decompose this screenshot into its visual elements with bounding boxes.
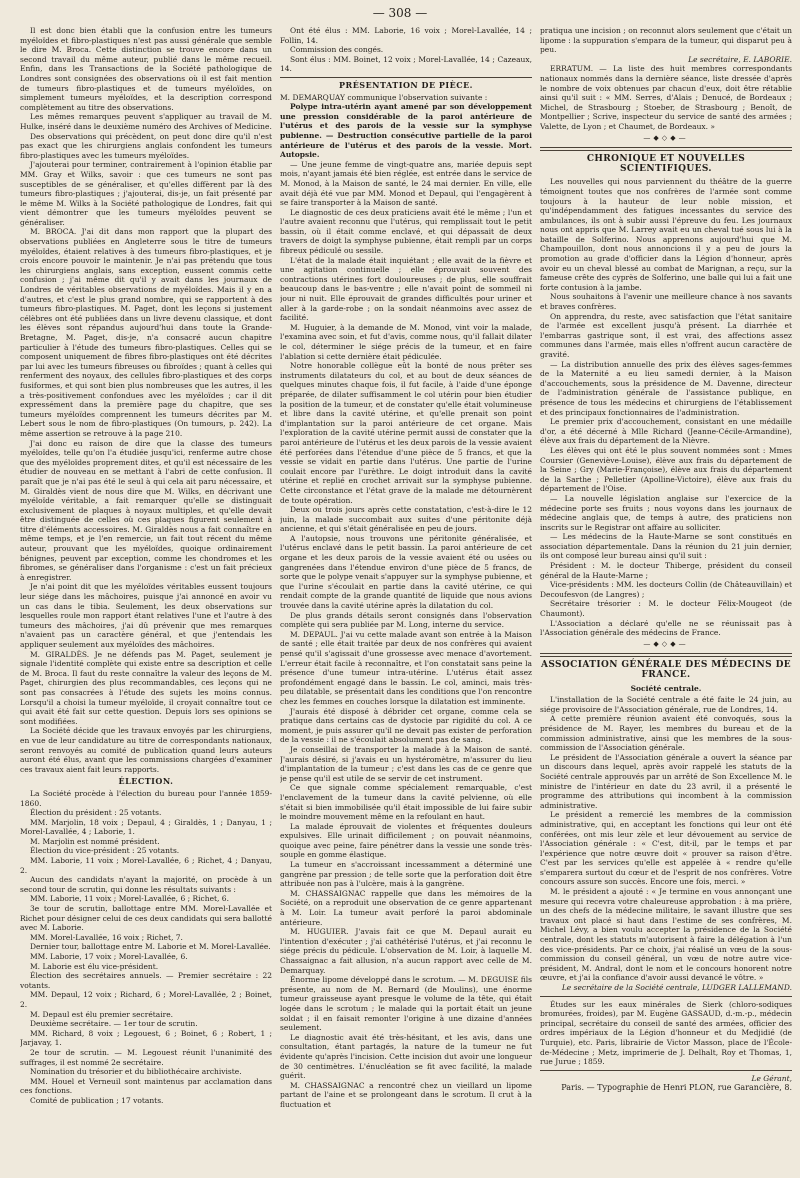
printer-imprint: Paris. — Typographie de Henri PLON, rue Garancière, 8. xyxy=(561,1083,792,1093)
section-rule xyxy=(280,77,532,78)
paragraph: M. GIRALDÈS. Je ne défends pas M. Paget, seulement je signale l'identité complète qui existe entre sa description et celle de M. Broca. Il faut du reste connaître la valeur des leçons de M. Paget, chirurgien des plus recommandables, ces leçons qui ne sont pas consacrées à l'étude des sujets les moins connus. Lorsqu'il a choisi la tumeur myéloïde, il croyait connaître tout ce qui avait été fait sur cette question. Depuis lors ses opinions se sont modifiées. xyxy=(20,649,272,726)
advertisement: Études sur les eaux minérales de Sierk (chloro-sodiques bromurées, froides), par M. Eugène GASSAUD, d.-m.-p., médecin principal, secrétaire du conseil de santé des armées, officier des ordres impériaux de la Légion d'honneur et du Medjidié (de Turquie), etc. Paris, librairie de Victor Masson, place de l'École-de-Médecine ; Metz, imprimerie de J. Delhalt, Roy et Thomas, 1, rue Jurue ; 1859. xyxy=(540,999,792,1067)
paragraph: A l'autopsie, nous trouvons une péritonite généralisée, et l'utérus enclavé dans le petit bassin. La paroi antérieure de cet organe et les deux parois de la vessie avaient été ou usées ou gangrenées dans l'étendue environ d'une pièce de 5 francs, de sorte que le polype venait s'appuyer sur la symphyse pubienne, et que l'urine s'écoulait en partie dans la cavité utérine, ce qui rendait compte de la grande quantité de liquide que nous avions trouvée dans la cavité utérine après la dilatation du col. xyxy=(280,533,532,611)
paragraph: Il est donc bien établi que la confusion entre les tumeurs myéloïdes et fibro-plastiques n'est pas aussi générale que semble le dire M. Broca. Cette distinction se trouve encore dans un second travail du même auteur, publié dans le même recueil. Enfin, dans les Transactions de la Société pathologique de Londres sont consignées des observations où il est fait mention de tumeurs fibro-plastiques et de tumeurs myéloïdes, on simplement tumeurs myéloïdes, et la description correspond complètement au titre des observations. xyxy=(20,26,272,112)
election-line: Élection des secrétaires annuels. — Premier secrétaire : 22 votants. xyxy=(20,971,272,990)
paragraph: M. CHASSAIGNAC a rencontré chez un vieillard un lipome partant de l'aine et se prolongeant dans le scrotum. Il crut à la fluctuation et xyxy=(280,1080,532,1109)
association-subheading: Société centrale. xyxy=(630,683,702,693)
column-middle-paragraphs xyxy=(280,160,532,1110)
piece-title: Polype intra-utérin ayant amené par son développement une pression considérable de la paroi antérieure de l'utérus et des parois de la vessie sur la symphyse pubienne. — Destruction consécutive partielle de la paroi antérieure de l'utérus et des parois de la vessie. Mort. Autopsie. xyxy=(280,102,532,160)
ornament-divider: —◆◇◆— xyxy=(643,133,689,142)
association-signature: Le secrétaire de la Société centrale, LUDGER LALLEMAND. xyxy=(561,983,792,992)
double-rule xyxy=(540,653,792,657)
paragraph: Énorme lipome développé dans le scrotum. — M. DEGUISE fils présente, au nom de M. Bernard (de Moulins), une énorme tumeur graisseuse ayant presque le volume de la tête, qui était logée dans le scrotum ; le malade qui la portait était un jeune soldat ; il en faisait remonter l'origine à une dizaine d'années seulement. xyxy=(280,975,532,1033)
paragraph: La tumeur en s'accroissant incessamment a déterminé une gangrène par pression ; de telle sorte que la perforation doit être attribuée non pas à l'ulcère, mais à la gangrène. xyxy=(280,860,532,889)
election-line: Élection du vice-président : 25 votants. xyxy=(30,846,180,856)
paragraph: J'aurais été disposé à débrider cet organe, comme cela se pratique dans certains cas de dystocie par rigidité du col. A ce moment, je puis assurer qu'il ne devait pas exister de perforation de la vessie : il ne s'écoulait absolument pas de sang. xyxy=(280,706,532,745)
paragraph: Le diagnostic de ces deux praticiens avait été le même ; l'un et l'autre avaient reconnu que l'utérus, qui remplissait tout le petit bassin, où il était comme enclavé, et qui dépassait de deux travers de doigt la symphyse pubienne, était rempli par un corps fibreux pédiculé ou sessile. xyxy=(280,207,532,256)
paragraph: M. DEPAUL. J'ai vu cette malade avant son entrée à la Maison de santé ; elle était traitée par deux de nos confrères qui avaient pensé qu'il s'agissait d'une grossesse avec menace d'avortement. L'erreur était facile à reconnaître, et l'on constatait sans peine la présence d'une tumeur intra-utérine. L'utérus était assez profondément engagé dans le bassin. Le col, aminci, mais très-peu dilatable, se présentait dans les conditions que l'on rencontre chez les femmes en couches lorsque la dilatation est imminente. xyxy=(280,629,532,706)
column-right xyxy=(540,26,792,1174)
paragraph: Président : M. le docteur Thiberge, président du conseil général de la Haute-Marne ; xyxy=(540,561,792,580)
paragraph: Deux ou trois jours après cette constatation, c'est-à-dire le 12 juin, la malade succombait aux suites d'une péritonite déjà ancienne, et qui s'était généralisée en peu de jours. xyxy=(280,505,532,534)
election-line: M. Marjolin est nommé président. xyxy=(30,836,160,846)
paragraph: Ce que signale comme spécialement remarquable, c'est l'enclavement de la tumeur dans la cavité pelvienne, où elle s'était si bien immobilisée qu'il était impossible de lui faire subir le moindre mouvement même en la refoulant en haut. xyxy=(280,783,532,822)
election-line: Comité de publication ; 17 votants. xyxy=(30,1095,164,1105)
column-right-top xyxy=(540,26,792,55)
column-left xyxy=(20,26,272,1174)
election-line: M. Laborie est élu vice-président. xyxy=(30,961,159,971)
paragraph: A cette première réunion avaient été convoqués, sous la présidence de M. Rayer, les membres du bureau et de la commission administrative, ainsi que les membres de la sous-commission de l'Association générale. xyxy=(540,714,792,753)
election-line: MM. Laborie, 11 voix ; Morel-Lavallée, 6 ; Richet, 4 ; Danyau, 2. xyxy=(20,856,272,875)
paragraph: De plus grands détails seront consignés dans l'observation complète qui sera publiée par M. Long, interne du service. xyxy=(280,610,532,630)
piece-heading: PRÉSENTATION DE PIÈCE. xyxy=(339,79,473,90)
chronicle-paragraphs xyxy=(540,177,792,638)
ornament-divider: —◆◇◆— xyxy=(643,639,689,648)
election-line: Nomination du trésorier et du bibliothécaire archiviste. xyxy=(30,1067,242,1077)
committee-results xyxy=(280,26,532,74)
election-line: Dernier tour, ballottage entre M. Laborie et M. Morel-Lavallée. xyxy=(30,942,271,952)
paragraph: La malade éprouvait de violentes et fréquentes douleurs expulsives. Elle urinait difficilement ; on pouvait néanmoins, quoique avec peine, faire pénétrer dans la vessie une sonde très-souple en gomme élastique. xyxy=(280,821,532,860)
paragraph: M. le président a ajouté : « Je termine en vous annonçant une mesure qui recevra votre chaleureuse approbation : à ma prière, un des chefs de la médecine militaire, le savant illustre que ses travaux ont placé si haut dans l'estime de ses confrères, M. Michel Lévy, a bien voulu accepter la présidence de la Société centrale, dont les statuts m'autorisent à faire la délégation à l'un des vice-présidents. Par ce choix, j'ai réalisé un vœu de la sous-commission du conseil général, un vœu de notre autre vice-président, M. Andral, dont le nom et le concours honorent notre œuvre, et j'ai la confiance d'avoir aussi devancé le vôtre. » xyxy=(540,887,792,983)
paragraph: Les nouvelles qui nous parviennent du théâtre de la guerre témoignent toutes que nos confrères de l'armée sont comme toujours à la hauteur de leur noble mission, et qu'indépendamment des fatigues incessantes du service des ambulances, ils ont à subir aussi l'épreuve du feu. Les journaux nous ont appris que M. Larrey avait eu un cheval tué sous lui à la bataille de Solferino. Nous apprenons aujourd'hui que M. Champouillon, dont nous annoncions il y a peu de jours la promotion au grade d'officier dans la Légion d'honneur, après avoir eu un cheval blessé au combat de Marignan, a reçu, sur la fameuse crête des cyprès de Solferino, une balle qui lui a fait une forte contusion à la jambe. xyxy=(540,177,792,292)
election-line: Élection du président : 25 votants. xyxy=(30,808,162,818)
secretary-signature: Le secrétaire, E. LABORIE. xyxy=(688,54,792,64)
paragraph: — La nouvelle législation anglaise sur l'exercice de la médecine porte ses fruits ; nous voyons dans les journaux de médecine anglais que, de temps à autre, des praticiens non inscrits sur le Registrar ont affaire au solliciter. xyxy=(540,493,792,532)
election-line: Aucun des candidats n'ayant la majorité, on procède à un second tour de scrutin, qui donne les résultats suivants : xyxy=(20,875,272,894)
paragraph: Le diagnostic avait été très-hésitant, et les avis, dans une consultation, étant partagés, la nature de la tumeur ne fut évidente qu'après l'incision. Cette incision dut avoir une longueur de 30 centimètres. L'énucléation se fit avec facilité, la malade guérit. xyxy=(280,1032,532,1081)
paragraph: Le président de l'Association générale a ouvert la séance par un discours dans lequel, après avoir rappelé les statuts de la Société centrale approuvés par un arrêté de Son Excellence M. le ministre de l'intérieur en date du 23 avril, il a présenté le programme des attributions qui incombent à la commission administrative. xyxy=(540,752,792,810)
paragraph: M. Huguier, à la demande de M. Monod, vint voir la malade, l'examina avec soin, et fut d'avis, comme nous, qu'il fallait dilater le col, déterminer le siége précis de la tumeur, et en faire l'ablation si cette dernière était pédiculée. xyxy=(280,322,532,361)
paragraph: M. HUGUIER. J'avais fait ce que M. Depaul aurait eu l'intention d'exécuter ; j'ai cathétérisé l'utérus, et j'ai reconnu le siége précis du pédicule. L'observation de M. Loir, à laquelle M. Chassaignac a fait allusion, n'a aucun rapport avec celle de M. Demarquay. xyxy=(280,927,532,975)
election-line: Deuxième secrétaire. — 1er tour de scrutin. xyxy=(30,1019,198,1029)
committee-line: Sont élus : MM. Boinet, 12 voix ; Morel-Lavallée, 14 ; Cazeaux, 14. xyxy=(280,54,532,74)
page-number: — 308 — xyxy=(372,6,428,20)
election-line: MM. Richard, 8 voix ; Legouest, 6 ; Boinet, 6 ; Robert, 1 ; Jarjavay, 1. xyxy=(20,1028,272,1048)
column-left-paragraphs xyxy=(20,26,272,774)
election-results xyxy=(20,789,272,1106)
paragraph: Vice-présidents : MM. les docteurs Collin (de Châteauvillain) et Decoufesvon (de Langres) ; xyxy=(540,580,792,599)
paragraph: Des observations qui précèdent, on peut donc dire qu'il n'est pas exact que les chirurgiens anglais confondent les tumeurs fibro-plastiques avec les tumeurs myéloïdes. xyxy=(20,131,272,160)
paragraph: pratiqua une incision ; on reconnut alors seulement que c'était un lipome : la suppuration s'empara de la tumeur, qui disparut peu à peu. xyxy=(540,26,792,55)
paragraph: Le président a remercié les membres de la commission administrative, qui, en acceptant les fonctions qui leur ont été conférées, ont mis leur zèle et leur dévouement au service de l'Association générale : « C'est, dit-il, par le temps et par l'expérience que notre œuvre doit « prouver sa raison d'être. C'est par les services qu'elle est appelée à « rendre qu'elle s'emparera surtout du cœur et de l'esprit de nos confrères. Votre concours assure son succès. Encore une fois, merci. » xyxy=(540,810,792,887)
paragraph: M. BROCA. J'ai dit dans mon rapport que la plupart des observations publiées en Angleterre sous le titre de tumeurs myéloïdes, étaient relatives à des tumeurs fibro-plastiques, et je crois encore pouvoir le maintenir. Je n'ai pas prétendu que tous les chirurgiens anglais, sans exception, eussent commis cette confusion ; j'ai même dit qu'il y avait dans les journaux de Londres de véritables observations de myéloïdes. Mais il y en a d'autres, et c'est le plus grand nombre, qui se rapportent à des tumeurs fibro-plastiques. M. Paget, dont les leçons si justement célèbres ont été publiées dans un livre devenu classique, et dont les élèves sont répandus aujourd'hui dans toute la Grande-Bretagne, M. Paget, dis-je, n'a consacré aucun chapitre particulier à l'étude des tumeurs fibro-plastiques. Celles qui se composent uniquement de fibres fibro-plastiques ont été décrites par lui avec les tumeurs fibreuses ou fibroïdes ; quant à celles qui renferment des noyaux, des cellules fibro-plastiques et des corps fusiformes, et qui sont bien plus nombreuses que les autres, il les a très-positivement confondues avec les myéloïdes ; car il dit expressément dans la première page du chapitre, que ses tumeurs myéloïdes comprennent les tumeurs décrites par M. Lebert sous le nom de fibro-plastiques (On tumours, p. 242). La même assertion se retrouve à la page 210. xyxy=(20,227,272,438)
election-line: MM. Houel et Verneuil sont maintenus par acclamation dans ces fonctions. xyxy=(20,1076,272,1096)
double-rule xyxy=(540,147,792,151)
paragraph: J'ajouterai pour terminer, contrairement à l'opinion établie par MM. Gray et Wilks, savoir : que ces tumeurs ne sont pas susceptibles de se généraliser, et qu'elles diffèrent par là des tumeurs fibro-plastiques ; j'ajouterai, dis-je, un fait présenté par le même M. Wilks à la Société pathologique de Londres, fait qui vient démontrer que les tumeurs myéloïdes peuvent se généraliser. xyxy=(20,160,272,227)
paragraph: Les élèves qui ont été le plus souvent nommées sont : Mmes Coursier (Geneviève-Louise), élève aux frais du département de la Seine ; Gry (Marie-Françoise), élève aux frais du département de la Sarthe ; Pelletier (Apolline-Victoire), élève aux frais du département de l'Oise. xyxy=(540,445,792,494)
paragraph: Le premier prix d'accouchement, consistant en une médaille d'or, a été décerné à Mlle Richard (Jeanne-Cécile-Armandine), élève aux frais du département de la Nièvre. xyxy=(540,417,792,446)
election-heading: ÉLECTION. xyxy=(118,776,174,787)
paragraph: Nous souhaitons à l'avenir une meilleure chance à nos savants et braves confrères. xyxy=(540,292,792,312)
erratum: ERRATUM. — La liste des huit membres correspondants nationaux nommés dans la dernière séance, liste dressée d'après le nombre de voix obtenues par chacun d'eux, doit être rétablie ainsi qu'il suit : « MM. Serres, d'Alais ; Denucé, de Bordeaux ; Michel, de Strasbourg ; Stoeber, de Strasbourg ; Benoît, de Montpellier ; Scrive, inspecteur du service de santé des armées ; Valette, de Lyon ; et Chaumet, de Bordeaux. » xyxy=(540,64,792,131)
election-line: 2e tour de scrutin. — M. Legouest réunit l'unanimité des suffrages, il est nommé 2e secrétaire. xyxy=(20,1047,272,1067)
paragraph: M. CHASSAIGNAC rappelle que dans les mémoires de la Société, on a reproduit une observation de ce genre appartenant à M. Loir. La tumeur avait perforé la paroi abdominale antérieure. xyxy=(280,888,532,927)
paragraph: Je conseillai de transporter la malade à la Maison de santé. J'aurais désiré, si j'avais eu un hystéromètre, m'assurer du lieu d'implantation de la tumeur ; c'est dans les cas de ce genre que je pense qu'il est utile de se servir de cet instrument. xyxy=(280,744,532,783)
paragraph: — La distribution annuelle des prix des élèves sages-femmes de la Maternité a eu lieu samedi dernier, à la Maison d'accouchements, sous la présidence de M. Davenne, directeur de l'administration générale de l'assistance publique, en présence de tous les médecins et chirurgiens de l'établissement et des principaux fonctionnaires de l'administration. xyxy=(540,359,792,417)
paragraph: La Société décide que les travaux envoyés par les chirurgiens, en vue de leur candidature au titre de correspondants nationaux, seront renvoyés au comité de publication quand leurs auteurs auront été élus, avant que les commissions chargées d'examiner ces travaux aient fait leurs rapports. xyxy=(20,726,272,774)
paragraph: Je n'ai point dit que les myéloïdes véritables eussent toujours leur siége dans les mâchoires, puisque j'ai annoncé en avoir vu un cas dans le tibia. Seulement, les deux observations sur lesquelles roule mon rapport étant relatives l'une et l'autre à des tumeurs des mâchoires, j'ai dû prévenir que mes remarques n'avaient pas un caractère général, et que j'entendais les appliquer seulement aux myéloïdes des mâchoires. xyxy=(20,582,272,649)
piece-intro: M. DEMARQUAY communique l'observation suivante : xyxy=(280,92,488,102)
paragraph: Notre honorable collègue eût la bonté de nous prêter ses instruments dilatateurs du col, et au bout de deux séances de quelques minutes chaque fois, il fut facile, à l'aide d'une éponge préparée, de dilater suffisamment le col utérin pour bien étudier la position de la tumeur, et de constater qu'elle était volumineuse et libre dans la cavité utérine, et qu'elle prenait son point d'implantation sur la paroi antérieure de cet organe. Mais l'exploration de la cavité utérine permit aussi de constater que la paroi antérieure de l'utérus et les deux parois de la vessie avaient été perforées dans l'étendue d'une pièce de 5 francs, et que la vessie se vidait en partie dans l'utérus. Une partie de l'urine coulait encore par l'urèthre. Le doigt introduit dans la cavité utérine et replié en crochet arrivait sur la symphyse pubienne. Cette circonstance et l'état grave de la malade me détournèrent de toute opération. xyxy=(280,361,532,505)
election-line: MM. Laborie, 11 voix ; Morel-Lavallée, 6 ; Richet, 6. xyxy=(30,894,229,904)
association-paragraphs xyxy=(540,695,792,983)
paragraph: — Une jeune femme de vingt-quatre ans, mariée depuis sept mois, n'ayant jamais été bien réglée, est entrée dans le service de M. Monod, à la Maison de santé, le 24 mai dernier. En ville, elle avait déjà été vue par MM. Monod et Depaul, qui l'engagèrent à se faire transporter à la Maison de santé. xyxy=(280,159,532,208)
committee-line: Commission des congés. xyxy=(290,45,384,55)
paragraph: J'ai donc eu raison de dire que la classe des tumeurs myéloïdes, telle qu'on l'a étudiée jusqu'ici, renferme autre chose que des myéloïdes proprement dites, et qu'il est nécessaire de les étudier de nouveau en se mettant à l'abri de cette confusion. Il paraît que je n'ai pas été le seul à qui cela ait paru nécessaire, et M. Giraldès vient de nous dire que M. Wilks, en décrivant une myéloïde véritable, a fait remarquer qu'elle se distinguait exclusivement de plaques à noyaux multiples, et qu'elle devait être distinguée de celles où ces plaques figurent seulement à titre d'éléments accessoires. M. Giraldès nous a fait connaître en même temps, et je l'en remercie, un fait tout récent du même auteur, prouvant que les myéloïdes, quoique ordinairement bénignes, peuvent par exception, comme les chondromes et les fibromes, se généraliser dans l'organisme : c'est un fait précieux à enregistrer. xyxy=(20,438,272,582)
paragraph: — Les médecins de la Haute-Marne se sont constitués en association départementale. Dans la réunion du 21 juin dernier, ils ont composé leur bureau ainsi qu'il suit : xyxy=(540,532,792,561)
column-middle xyxy=(280,26,532,1174)
chronicle-heading: CHRONIQUE ET NOUVELLES SCIENTIFIQUES. xyxy=(586,154,746,174)
election-line: MM. Depaul, 12 voix ; Richard, 6 ; Morel-Lavallée, 2 ; Boinet, 2. xyxy=(20,990,272,1009)
election-line: MM. Laborie, 17 voix ; Morel-Lavallée, 6. xyxy=(30,952,188,961)
election-line: M. Depaul est élu premier secrétaire. xyxy=(30,1009,174,1019)
association-heading: ASSOCIATION GÉNÉRALE DES MÉDECINS DE FRANCE. xyxy=(540,660,792,680)
paragraph: L'état de la malade était inquiétant ; elle avait de la fièvre et une agitation continuelle ; elle éprouvait souvent des contractions utérines fort douloureuses ; de plus, elle souffrait beaucoup dans le bas-ventre ; elle n'avait point de sommeil ni jour ni nuit. Elle éprouvait de grandes difficultés pour uriner et aller à la garde-robe ; on la sondait néanmoins avec assez de facilité. xyxy=(280,255,532,323)
gerant-label: Le Gérant, xyxy=(751,1073,792,1083)
section-rule xyxy=(540,996,792,997)
election-line: MM. Morel-Lavallée, 16 voix ; Richet, 7. xyxy=(30,932,183,942)
paragraph: Les mêmes remarques peuvent s'appliquer au travail de M. Hulke, inséré dans le deuxième numéro des Archives of Medicine. xyxy=(20,112,272,131)
election-line: MM. Marjolin, 18 voix ; Depaul, 4 ; Giraldès, 1 ; Danyau, 1 ; Morel-Lavallée, 4 ; Laborie, 1. xyxy=(20,817,272,837)
paragraph: L'Association a déclaré qu'elle ne se réunissait pas à l'Association générale des médecins de France. xyxy=(540,618,792,638)
paragraph: L'installation de la Société centrale a été faite le 24 juin, au siége provisoire de l'Association générale, rue de Londres, 14. xyxy=(540,695,792,714)
paragraph: On apprendra, du reste, avec satisfaction que l'état sanitaire de l'armée est excellent jusqu'à présent. La diarrhée et l'embarras gastrique sont, il est vrai, des affections assez communes dans l'armée, mais elles n'offrent aucun caractère de gravité. xyxy=(540,311,792,359)
committee-line: Ont été élus : MM. Laborie, 16 voix ; Morel-Lavallée, 14 ; Follin, 14. xyxy=(280,26,532,45)
paragraph: Secrétaire trésorier : M. le docteur Félix-Mougeot (de Chaumont). xyxy=(540,599,792,619)
election-line: 3e tour de scrutin, ballottage entre MM. Morel-Lavallée et Richet pour désigner celui de ces deux candidats qui sera ballotté avec M. Laborie. xyxy=(20,904,272,933)
election-line: La Société procède à l'élection du bureau pour l'année 1859-1860. xyxy=(20,788,272,808)
section-rule xyxy=(540,1070,792,1071)
